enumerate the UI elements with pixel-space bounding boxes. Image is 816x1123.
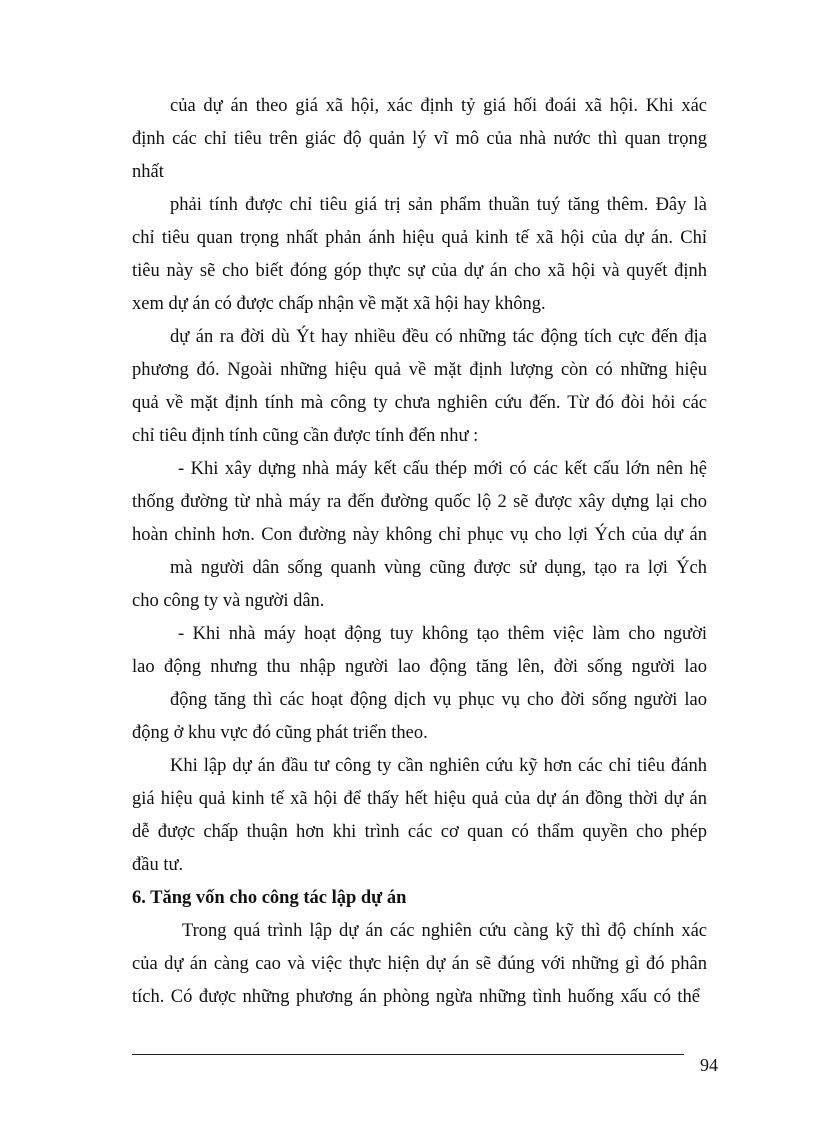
text-line: lao động nhưng thu nhập người lao động tăng lên, đời sống người lao (132, 657, 707, 677)
text-line: - Khi xây dựng nhà máy kết cấu thép mới có các kết cấu lớn nên hệ (178, 459, 707, 479)
text-line: phải tính được chỉ tiêu giá trị sản phẩm thuần tuý tăng thêm. Đây là (170, 195, 707, 215)
text-line: động ở khu vực đó cũng phát triển theo. (132, 723, 428, 743)
section-heading: 6. Tăng vốn cho công tác lập dự án (132, 888, 407, 908)
text-line: tiêu này sẽ cho biết đóng góp thực sự của dự án cho xã hội và quyết định (132, 261, 707, 281)
text-line: Trong quá trình lập dự án các nghiên cứu càng kỹ thì độ chính xác (182, 921, 707, 941)
text-line: - Khi nhà máy hoạt động tuy không tạo thêm việc làm cho người (178, 624, 707, 644)
text-line: dự án ra đời dù Ýt hay nhiều đều có những tác động tích cực đến địa (170, 327, 707, 347)
text-line: định các chỉ tiêu trên giác độ quản lý vĩ mô của nhà nước thì quan trọng (132, 129, 707, 149)
text-line: đầu tư. (132, 855, 184, 875)
text-line: mà người dân sống quanh vùng cũng được sử dụng, tạo ra lợi Ých (170, 558, 707, 578)
page-number: 94 (700, 1055, 718, 1075)
text-line: giá hiệu quả kinh tế xã hội để thấy hết hiệu quả của dự án đồng thời dự án (132, 789, 707, 809)
text-line: cho công ty và người dân. (132, 591, 325, 611)
text-line: nhất (132, 162, 164, 182)
text-line: quả về mặt định tính mà công ty chưa nghiên cứu đến. Từ đó đòi hỏi các (132, 393, 707, 413)
text-line: của dự án theo giá xã hội, xác định tỷ giá hối đoái xã hội. Khi xác (170, 96, 707, 116)
text-line: Khi lập dự án đầu tư công ty cần nghiên cứu kỹ hơn các chỉ tiêu đánh (170, 756, 707, 776)
text-line: phương đó. Ngoài những hiệu quả về mặt định lượng còn có những hiệu (132, 360, 707, 380)
text-line: chỉ tiêu quan trọng nhất phản ánh hiệu quả kinh tế xã hội của dự án. Chỉ (132, 228, 707, 248)
text-line: dễ được chấp thuận hơn khi trình các cơ quan có thẩm quyền cho phép (132, 822, 707, 842)
text-line: động tăng thì các hoạt động dịch vụ phục vụ cho đời sống người lao (170, 690, 707, 710)
text-line: của dự án càng cao và việc thực hiện dự án sẽ đúng với những gì đó phân (132, 954, 707, 974)
text-line: xem dự án có được chấp nhận về mặt xã hội hay không. (132, 294, 546, 314)
text-line: tích. Có được những phương án phòng ngừa những tình huống xấu có thể (132, 987, 700, 1007)
text-line: chỉ tiêu định tính cũng cần được tính đến như : (132, 426, 479, 446)
footer-rule (132, 1054, 684, 1055)
text-line: hoàn chỉnh hơn. Con đường này không chỉ phục vụ cho lợi Ých của dự án (132, 525, 707, 545)
text-line: thống đường từ nhà máy ra đến đường quốc lộ 2 sẽ được xây dựng lại cho (132, 492, 707, 512)
